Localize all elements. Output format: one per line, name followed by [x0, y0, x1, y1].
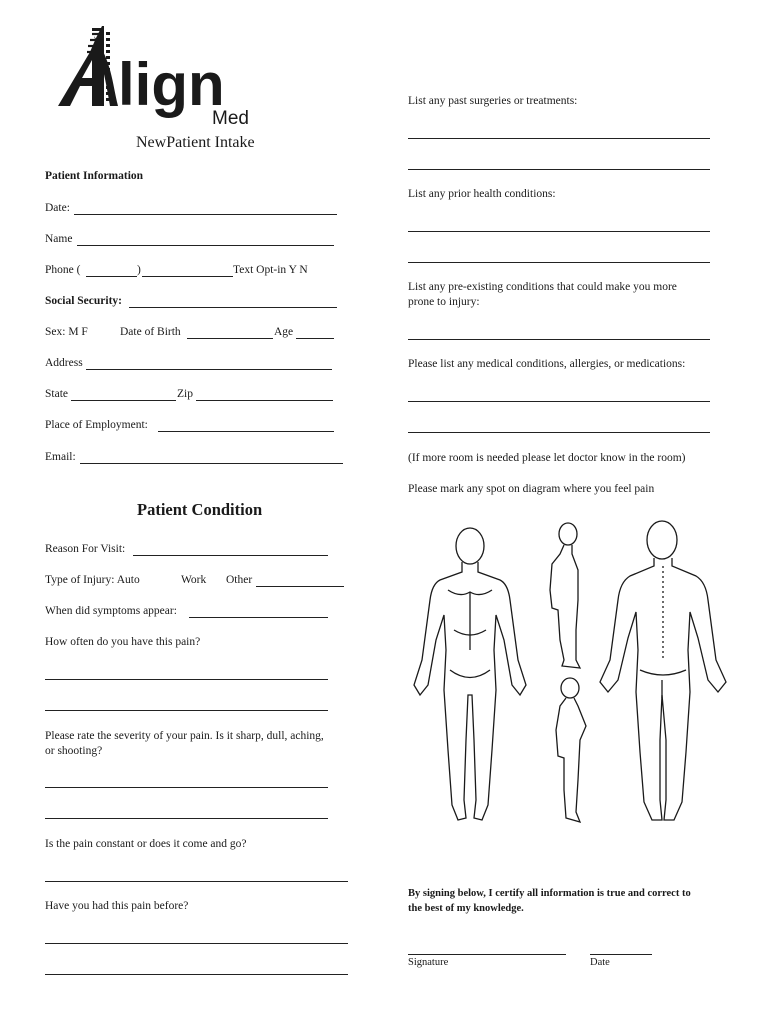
- preexisting-label-line2: prone to injury:: [408, 296, 480, 308]
- signature-field[interactable]: [408, 954, 566, 955]
- how-often-label: How often do you have this pain?: [45, 636, 201, 648]
- certify-line1: By signing below, I certify all information is true and correct to: [408, 888, 691, 899]
- phone-area-field[interactable]: [86, 276, 137, 277]
- constant-label: Is the pain constant or does it come and go?: [45, 838, 247, 850]
- svg-text:lign: lign: [118, 51, 225, 118]
- before-field-1[interactable]: [45, 943, 348, 944]
- employment-label: Place of Employment:: [45, 419, 148, 431]
- dob-label: Date of Birth: [120, 326, 181, 338]
- zip-field[interactable]: [196, 400, 333, 401]
- ssn-field[interactable]: [129, 307, 337, 308]
- address-field[interactable]: [86, 369, 332, 370]
- signature-label: Signature: [408, 957, 449, 968]
- body-diagram[interactable]: [400, 520, 740, 830]
- ssn-label: Social Security:: [45, 295, 122, 307]
- dob-field[interactable]: [187, 338, 273, 339]
- severity-label-line2: or shooting?: [45, 745, 103, 757]
- how-often-field-1[interactable]: [45, 679, 328, 680]
- state-label: State: [45, 388, 68, 400]
- name-field[interactable]: [77, 245, 334, 246]
- date-field[interactable]: [74, 214, 337, 215]
- medical-field-1[interactable]: [408, 401, 710, 402]
- phone-paren: ): [137, 264, 141, 276]
- zip-label: Zip: [177, 388, 193, 400]
- preexisting-field[interactable]: [408, 339, 710, 340]
- text-opt-in[interactable]: Text Opt-in Y N: [233, 264, 308, 276]
- employment-field[interactable]: [158, 431, 334, 432]
- sex-label[interactable]: Sex: M F: [45, 326, 88, 338]
- reason-field[interactable]: [133, 555, 328, 556]
- symptoms-field[interactable]: [189, 617, 328, 618]
- logo: [52, 22, 262, 132]
- reason-label: Reason For Visit:: [45, 543, 126, 555]
- date-label: Date:: [45, 202, 70, 214]
- date-sign-label: Date: [590, 957, 610, 968]
- before-label: Have you had this pain before?: [45, 900, 189, 912]
- preexisting-label-line1: List any pre-existing conditions that could make you more: [408, 281, 677, 293]
- phone-number-field[interactable]: [142, 276, 233, 277]
- condition-heading: Patient Condition: [137, 500, 263, 519]
- surgeries-label: List any past surgeries or treatments:: [408, 95, 578, 107]
- injury-other-field[interactable]: [256, 586, 344, 587]
- side-figure-bottom[interactable]: [556, 678, 586, 822]
- surgeries-field-1[interactable]: [408, 138, 710, 139]
- state-field[interactable]: [71, 400, 176, 401]
- patient-info-heading: Patient Information: [45, 170, 144, 182]
- prior-field-2[interactable]: [408, 262, 710, 263]
- svg-text:Med: Med: [212, 108, 249, 129]
- name-label: Name: [45, 233, 73, 245]
- severity-field-2[interactable]: [45, 818, 328, 819]
- phone-label: Phone (: [45, 264, 81, 276]
- side-figure-top[interactable]: [550, 523, 580, 668]
- date-sign-field[interactable]: [590, 954, 652, 955]
- mark-spot-instruction: Please mark any spot on diagram where you feel pain: [408, 483, 655, 495]
- address-label: Address: [45, 357, 83, 369]
- medical-field-2[interactable]: [408, 432, 710, 433]
- align-med-logo: [52, 22, 262, 132]
- email-field[interactable]: [80, 463, 343, 464]
- how-often-field-2[interactable]: [45, 710, 328, 711]
- front-figure[interactable]: [414, 528, 526, 820]
- certify-line2: the best of my knowledge.: [408, 903, 524, 914]
- medical-label: Please list any medical conditions, allergies, or medications:: [408, 358, 686, 370]
- back-figure[interactable]: [600, 521, 726, 820]
- severity-field-1[interactable]: [45, 787, 328, 788]
- injury-other-option[interactable]: Other: [226, 574, 253, 586]
- form-title: NewPatient Intake: [136, 134, 255, 151]
- symptoms-label: When did symptoms appear:: [45, 605, 177, 617]
- prior-field-1[interactable]: [408, 231, 710, 232]
- more-room-note: (If more room is needed please let doctor know in the room): [408, 452, 686, 464]
- severity-label-line1: Please rate the severity of your pain. Is it sharp, dull, aching,: [45, 730, 324, 742]
- surgeries-field-2[interactable]: [408, 169, 710, 170]
- before-field-2[interactable]: [45, 974, 348, 975]
- age-label: Age: [274, 326, 294, 338]
- injury-type-label[interactable]: Type of Injury: Auto: [45, 574, 140, 586]
- constant-field[interactable]: [45, 881, 348, 882]
- injury-work-option[interactable]: Work: [181, 574, 207, 586]
- email-label: Email:: [45, 451, 76, 463]
- age-field[interactable]: [296, 338, 334, 339]
- prior-label: List any prior health conditions:: [408, 188, 556, 200]
